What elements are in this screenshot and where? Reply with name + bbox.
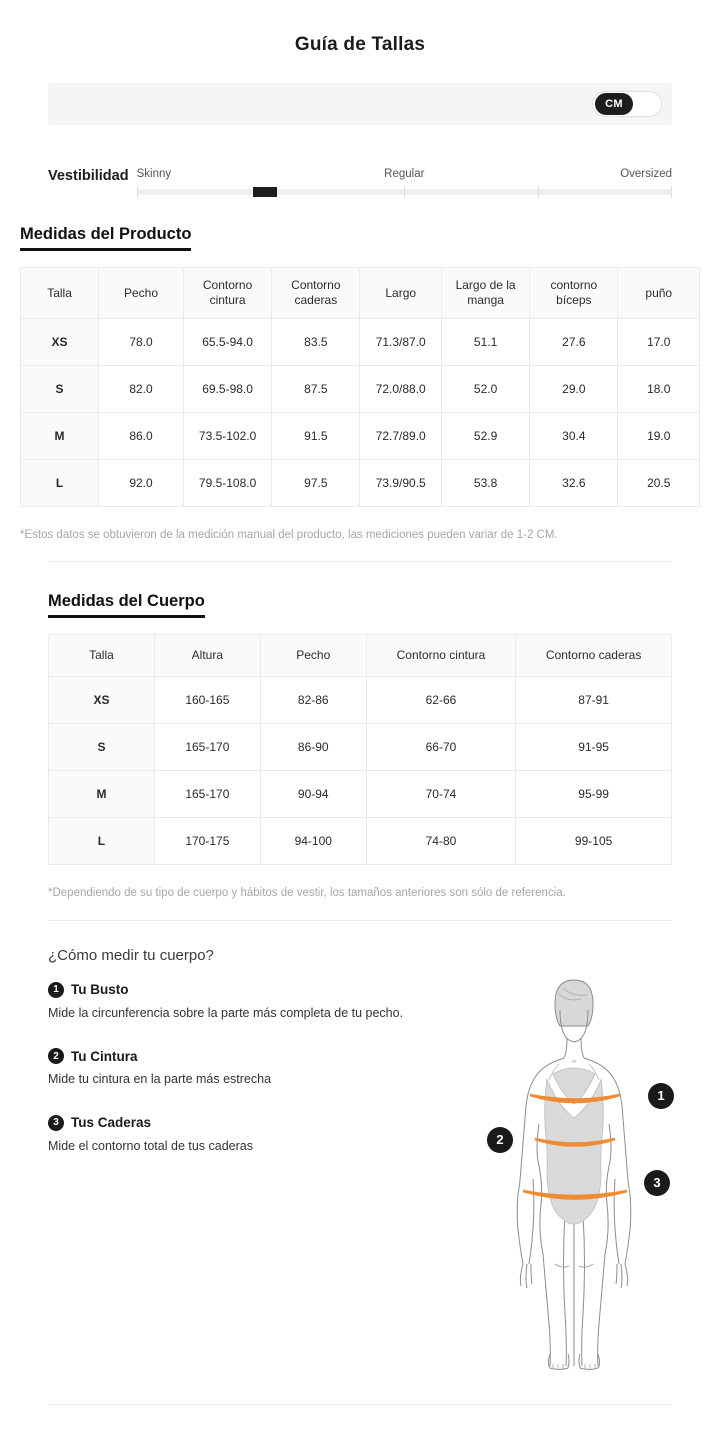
size-cell: M: [49, 771, 155, 818]
measure-cell: 66-70: [366, 724, 516, 771]
size-cell: L: [49, 818, 155, 865]
column-header: Largo de la manga: [441, 268, 529, 319]
female-body-illustration: [467, 964, 682, 1374]
step-description: Mide tu cintura en la parte más estrecha: [48, 1072, 272, 1086]
figure-badge-3: 3: [644, 1170, 670, 1196]
measure-cell: 170-175: [154, 818, 260, 865]
figure-badge-1: 1: [648, 1083, 674, 1109]
table-header-row: [21, 268, 700, 319]
body-figure: [467, 964, 682, 1374]
table-row: [49, 677, 672, 724]
body-measurements-table: [48, 634, 672, 865]
figure-badge-2: 2: [487, 1127, 513, 1153]
fit-slider-track[interactable]: [137, 189, 672, 195]
measure-cell: 94-100: [260, 818, 366, 865]
table-row: [21, 366, 700, 413]
measure-cell: 70-74: [366, 771, 516, 818]
fit-tick-regular: Regular: [384, 168, 425, 180]
column-header: Contorno caderas: [272, 268, 360, 319]
measure-cell: 52.0: [441, 366, 529, 413]
measure-cell: 19.0: [618, 413, 700, 460]
table-row: [21, 413, 700, 460]
product-measurements-table: [20, 267, 700, 507]
column-header: Pecho: [260, 635, 366, 677]
table-row: [49, 771, 672, 818]
how-to-step: [48, 982, 428, 1023]
body-section-heading: Medidas del Cuerpo: [48, 592, 205, 618]
fit-slider[interactable]: [137, 160, 672, 195]
measure-cell: 92.0: [99, 460, 184, 507]
size-cell: S: [21, 366, 99, 413]
column-header: Contorno cintura: [183, 268, 271, 319]
product-table-head: [21, 268, 700, 319]
measure-cell: 90-94: [260, 771, 366, 818]
column-header: Largo: [360, 268, 441, 319]
step-label: Tu Cintura: [71, 1048, 138, 1064]
measure-cell: 72.7/89.0: [360, 413, 441, 460]
product-section-heading: Medidas del Producto: [20, 225, 191, 251]
step-label: Tu Busto: [71, 982, 129, 997]
measure-cell: 160-165: [154, 677, 260, 724]
step-title: [48, 1048, 428, 1064]
step-title: [48, 982, 428, 998]
size-cell: L: [21, 460, 99, 507]
measure-cell: 91.5: [272, 413, 360, 460]
measure-cell: 99-105: [516, 818, 672, 865]
fit-slider-thumb[interactable]: [253, 187, 277, 197]
fit-label: Vestibilidad: [48, 168, 129, 184]
measure-cell: 17.0: [618, 319, 700, 366]
measure-cell: 82.0: [99, 366, 184, 413]
how-to-steps: [48, 982, 428, 1156]
measure-cell: 91-95: [516, 724, 672, 771]
measure-cell: 29.0: [530, 366, 618, 413]
measure-cell: 20.5: [618, 460, 700, 507]
table-row: [49, 724, 672, 771]
body-note: *Dependiendo de su tipo de cuerpo y hábitos de vestir, los tamaños anteriores son sólo de referencia.: [48, 887, 566, 900]
how-to-block: [48, 982, 672, 1382]
column-header: Contorno caderas: [516, 635, 672, 677]
measure-cell: 78.0: [99, 319, 184, 366]
measure-cell: 73.5-102.0: [183, 413, 271, 460]
column-header: puño: [618, 268, 700, 319]
measure-cell: 87-91: [516, 677, 672, 724]
measure-cell: 86.0: [99, 413, 184, 460]
size-cell: XS: [21, 319, 99, 366]
body-table-wrap: [48, 634, 672, 865]
measure-cell: 72.0/88.0: [360, 366, 441, 413]
body-table-head: [49, 635, 672, 677]
step-title: [48, 1115, 428, 1131]
page-title: Guía de Tallas: [294, 34, 426, 55]
product-note: *Estos datos se obtuvieron de la medición manual del producto, las mediciones pueden variar de 1-2 CM.: [20, 529, 558, 541]
column-header: Altura: [154, 635, 260, 677]
size-cell: M: [21, 413, 99, 460]
measure-cell: 62-66: [366, 677, 516, 724]
table-header-row: [49, 635, 672, 677]
measure-cell: 82-86: [260, 677, 366, 724]
measure-cell: 30.4: [530, 413, 618, 460]
fit-slider-row: [48, 143, 672, 195]
measure-cell: 87.5: [272, 366, 360, 413]
table-row: [21, 460, 700, 507]
column-header: Talla: [49, 635, 155, 677]
step-label: Tus Caderas: [71, 1115, 152, 1130]
measure-cell: 165-170: [154, 724, 260, 771]
step-number-badge: 1: [48, 982, 64, 998]
measure-cell: 71.3/87.0: [360, 319, 441, 366]
measure-cell: 83.5: [272, 319, 360, 366]
fit-tick-oversized: Oversized: [620, 168, 672, 180]
measure-cell: 95-99: [516, 771, 672, 818]
measure-cell: 73.9/90.5: [360, 460, 441, 507]
measure-cell: 27.6: [530, 319, 618, 366]
measure-cell: 32.6: [530, 460, 618, 507]
fit-tick-skinny: Skinny: [136, 168, 172, 180]
measure-cell: 65.5-94.0: [183, 319, 271, 366]
unit-toggle-bar: [48, 83, 672, 125]
measure-cell: 18.0: [618, 366, 700, 413]
how-to-step: [48, 1115, 428, 1156]
measure-cell: 52.9: [441, 413, 529, 460]
product-table-body: [21, 319, 700, 507]
page-tail-space: [0, 1405, 720, 1445]
table-row: [21, 319, 700, 366]
fit-tick-labels: [137, 160, 672, 180]
product-table-wrap: [20, 267, 700, 507]
measure-cell: 79.5-108.0: [183, 460, 271, 507]
step-number-badge: 2: [48, 1048, 64, 1064]
column-header: contorno bíceps: [530, 268, 618, 319]
unit-toggle-knob[interactable]: CM: [595, 93, 633, 115]
size-cell: S: [49, 724, 155, 771]
measure-cell: 97.5: [272, 460, 360, 507]
measure-cell: 69.5-98.0: [183, 366, 271, 413]
size-cell: XS: [49, 677, 155, 724]
measure-cell: 53.8: [441, 460, 529, 507]
measure-cell: 74-80: [366, 818, 516, 865]
table-row: [49, 818, 672, 865]
step-number-badge: 3: [48, 1115, 64, 1131]
section-divider-2: [48, 920, 672, 921]
measure-cell: 165-170: [154, 771, 260, 818]
measure-cell: 51.1: [441, 319, 529, 366]
body-table-body: [49, 677, 672, 865]
column-header: Talla: [21, 268, 99, 319]
unit-toggle[interactable]: [592, 91, 662, 117]
product-section-header-wrap: [0, 195, 720, 251]
how-to-step: [48, 1048, 428, 1089]
measure-cell: 86-90: [260, 724, 366, 771]
step-description: Mide la circunferencia sobre la parte más completa de tu pecho.: [48, 1005, 404, 1020]
column-header: Pecho: [99, 268, 184, 319]
column-header: Contorno cintura: [366, 635, 516, 677]
body-section-header-wrap: [0, 562, 720, 618]
how-to-heading: ¿Cómo medir tu cuerpo?: [48, 946, 214, 964]
step-description: Mide el contorno total de tus caderas: [48, 1138, 253, 1153]
